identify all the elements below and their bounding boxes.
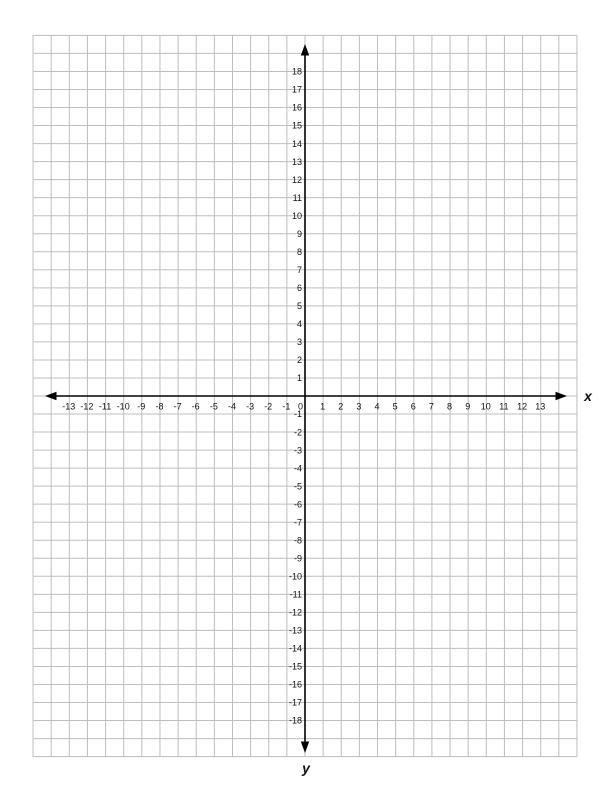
y-tick-label: -1 — [293, 409, 302, 420]
x-tick-label: 8 — [446, 401, 453, 412]
y-tick-label: 7 — [296, 265, 302, 275]
x-tick-label: 9 — [465, 401, 471, 412]
x-tick-label: -2 — [264, 401, 273, 412]
y-tick-label: -16 — [288, 679, 302, 690]
x-tick-label: -8 — [155, 401, 164, 412]
y-tick-label: -17 — [288, 697, 302, 708]
x-tick-label: 7 — [428, 401, 434, 412]
y-tick-label: -5 — [293, 481, 302, 492]
y-tick-label: 10 — [291, 210, 302, 221]
y-tick-label: -6 — [293, 499, 302, 510]
y-axis-arrow-up-icon — [301, 44, 309, 56]
y-tick-label: 11 — [292, 192, 302, 203]
y-tick-label: -11 — [289, 589, 302, 600]
y-tick-label: 4 — [296, 319, 302, 330]
y-axis-label: y — [302, 760, 310, 776]
x-tick-label: 6 — [410, 401, 416, 412]
x-tick-label: -13 — [62, 401, 76, 412]
y-tick-label: 2 — [296, 355, 302, 366]
y-tick-label: 18 — [291, 66, 302, 77]
y-tick-label: -14 — [288, 643, 302, 654]
y-axis-arrow-down-icon — [301, 742, 309, 754]
y-tick-label: -15 — [288, 661, 302, 672]
y-tick-label: 9 — [296, 228, 302, 239]
y-tick-label: 15 — [291, 120, 302, 131]
x-tick-label: -9 — [137, 401, 146, 412]
y-tick-label: 17 — [291, 84, 302, 95]
y-tick-label: 3 — [296, 337, 302, 348]
y-tick-label: 5 — [296, 301, 302, 312]
x-tick-label: 10 — [480, 401, 491, 412]
x-tick-label: 3 — [356, 401, 362, 412]
x-tick-label: -1 — [282, 401, 291, 412]
x-axis-arrow-right-icon — [556, 392, 568, 400]
origin-tick-label: 0 — [297, 401, 303, 412]
y-tick-label: -10 — [288, 571, 302, 582]
x-tick-label: -10 — [116, 401, 130, 412]
y-tick-label: 8 — [296, 247, 302, 257]
x-tick-label: -5 — [209, 401, 218, 412]
x-tick-label: -3 — [246, 401, 255, 412]
x-tick-label: 4 — [374, 401, 380, 412]
y-tick-label: -18 — [288, 715, 302, 726]
y-tick-label: -2 — [293, 427, 302, 438]
x-tick-label: 11 — [499, 401, 509, 412]
y-tick-label: -9 — [293, 553, 302, 564]
x-tick-label: -6 — [191, 401, 200, 412]
x-tick-label: 5 — [392, 401, 398, 412]
y-tick-label: -8 — [293, 535, 302, 546]
y-tick-label: 1 — [296, 373, 302, 384]
y-tick-label: -12 — [288, 607, 302, 618]
y-tick-label: -7 — [293, 517, 302, 528]
x-tick-label: 2 — [338, 401, 344, 412]
y-tick-label: 14 — [291, 138, 302, 149]
x-axis-label: x — [584, 388, 592, 404]
y-tick-label: -13 — [288, 625, 302, 636]
x-tick-label: -7 — [173, 401, 182, 412]
x-tick-label: 13 — [535, 401, 546, 412]
y-tick-label: 16 — [291, 102, 302, 113]
x-tick-label: 1 — [320, 401, 326, 412]
y-tick-label: -4 — [293, 463, 302, 474]
y-tick-label: -3 — [293, 445, 302, 456]
x-tick-label: -12 — [80, 401, 94, 412]
y-tick-label: 13 — [291, 156, 302, 167]
x-tick-label: 12 — [517, 401, 528, 412]
x-tick-label: -11 — [98, 401, 112, 412]
y-tick-label: 12 — [291, 174, 302, 185]
x-tick-label: -4 — [227, 401, 237, 412]
y-tick-label: 6 — [296, 283, 302, 293]
